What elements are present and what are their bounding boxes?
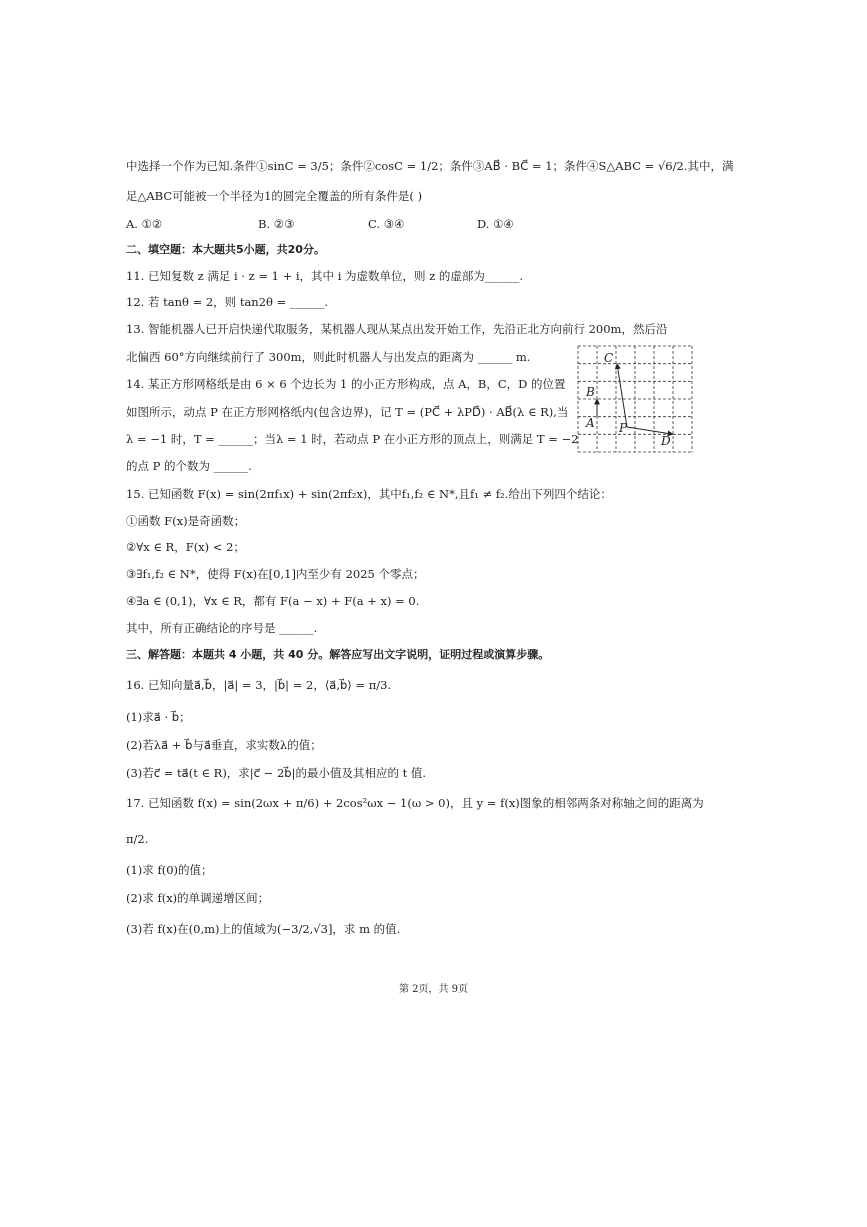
q16: 16. 已知向量a⃗,b⃗，|a⃗| = 3，|b⃗| = 2，⟨a⃗,b⃗⟩ = π/3.	[126, 678, 392, 692]
q17-part-2: (2)求 f(x)的单调递增区间；	[126, 891, 270, 905]
q17-line2: π/2.	[126, 832, 149, 846]
q15-conclusion-3: ③∃f₁,f₂ ∈ N*，使得 F(x)在[0,1]内至少有 2025 个零点；	[126, 567, 425, 581]
option-d: D. ①④	[477, 217, 514, 231]
q15-conclusion-2: ②∀x ∈ R，F(x) < 2；	[126, 540, 245, 554]
section2-title: 二、填空题：本大题共5小题，共20分。	[126, 243, 325, 256]
label-c: C	[604, 351, 614, 365]
label-d: D	[661, 434, 671, 448]
q16-part-1: (1)求a⃗ · b⃗；	[126, 710, 191, 724]
q10-line2: 足△ABC可能被一个半径为1的圆完全覆盖的所有条件是( )	[126, 189, 423, 203]
q10-line1: 中选择一个作为已知.条件①sinC = 3/5；条件②cosC = 1/2；条件③AB⃗ · BC⃗ = 1；条件④S△ABC = √6/2.其中，满	[126, 159, 734, 173]
q17-part-1: (1)求 f(0)的值；	[126, 863, 213, 877]
q13-line2: 北偏西 60°方向继续前行了 300m，则此时机器人与出发点的距离为 ______ m.	[126, 350, 531, 364]
q14-line4: 的点 P 的个数为 ______.	[126, 459, 252, 473]
q14-line1: 14. 某正方形网格纸是由 6 × 6 个边长为 1 的小正方形构成，点 A，B，C，D 的位置	[126, 377, 566, 391]
label-a: A	[586, 416, 595, 430]
q11: 11. 已知复数 z 满足 i · z = 1 + i，其中 i 为虚数单位，则 z 的虚部为______.	[126, 269, 524, 283]
vector-pc	[617, 364, 627, 427]
q12: 12. 若 tanθ = 2，则 tan2θ = ______.	[126, 295, 329, 309]
q15-end: 其中，所有正确结论的序号是 ______.	[126, 621, 318, 635]
section3-title: 三、解答题：本题共 4 小题，共 40 分。解答应写出文字说明，证明过程或演算步骤。	[126, 648, 550, 661]
q14-line2: 如图所示，动点 P 在正方形网格纸内(包含边界)，记 T = (PC⃗ + λPD⃗) · AB⃗(λ ∈ R),当	[126, 405, 569, 419]
q13-line1: 13. 智能机器人已开启快递代取服务，某机器人现从某点出发开始工作，先沿正北方向前行 200m，然后沿	[126, 322, 668, 336]
q15-conclusion-4: ④∃a ∈ (0,1)，∀x ∈ R，都有 F(a − x) + F(a + x) = 0.	[126, 594, 420, 608]
q16-part-2: (2)若λa⃗ + b⃗与a⃗垂直，求实数λ的值；	[126, 738, 322, 752]
q14-line3: λ = −1 时，T = ______；当λ = 1 时，若动点 P 在小正方形的顶点上，则满足 T = −2	[126, 432, 579, 446]
option-c: C. ③④	[368, 217, 405, 231]
option-b: B. ②③	[258, 217, 295, 231]
q17-part-3: (3)若 f(x)在(0,m)上的值域为(−3/2,√3]，求 m 的值.	[126, 922, 401, 936]
q16-part-3: (3)若c⃗ = ta⃗(t ∈ R)，求|c⃗ − 2b⃗|的最小值及其相应的 t 值.	[126, 766, 427, 780]
q15-line1: 15. 已知函数 F(x) = sin(2πf₁x) + sin(2πf₂x)，其中f₁,f₂ ∈ N*,且f₁ ≠ f₂.给出下列四个结论：	[126, 487, 612, 501]
grid-figure	[577, 345, 693, 453]
page-footer: 第 2页，共 9页	[398, 984, 469, 995]
option-a: A. ①②	[126, 217, 163, 231]
label-b: B	[586, 385, 595, 399]
q15-conclusion-1: ①函数 F(x)是奇函数；	[126, 514, 246, 528]
label-p: P	[619, 421, 628, 435]
q17-line1: 17. 已知函数 f(x) = sin(2ωx + π/6) + 2cos²ωx − 1(ω > 0)，且 y = f(x)图象的相邻两条对称轴之间的距离为	[126, 796, 704, 810]
